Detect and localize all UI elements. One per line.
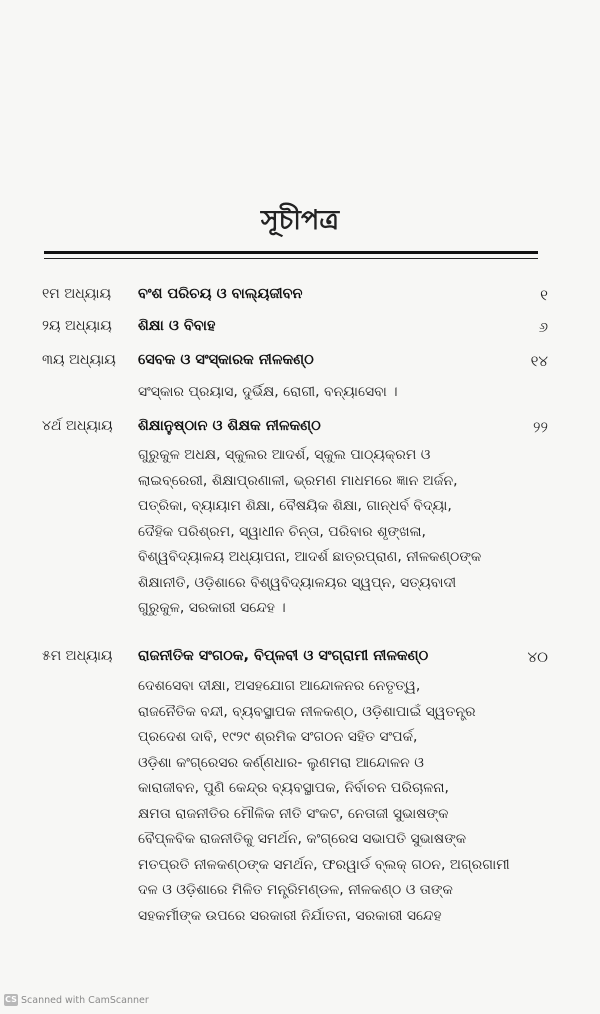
chapter-number: ୧ମ ଅଧ୍ୟାୟ bbox=[42, 286, 112, 302]
chapter-subtopics bbox=[138, 380, 538, 406]
subtopic-line: ବିଶ୍ୱବିଦ୍ୟାଳୟ ଅଧ୍ୟାପନା, ଆଦର୍ଶ ଛାତ୍ରପ୍ରାଣ, ନୀଳକଣ୍ଠଙ୍କ bbox=[138, 549, 482, 565]
subtopic-line: ଗୁରୁକୁଳ, ସରକାରୀ ସନ୍ଦେହ । bbox=[138, 600, 286, 616]
chapter-title: ରାଜନୀତିକ ସଂଗଠକ, ବିପ୍ଳବୀ ଓ ସଂଗ୍ରାମୀ ନୀଳକଣ୍ଠ bbox=[138, 648, 429, 664]
title-rule-thick bbox=[44, 251, 538, 254]
chapter-subtopics bbox=[138, 674, 538, 929]
chapter-title: ଶିକ୍ଷାନୁଷ୍ଠାନ ଓ ଶିକ୍ଷକ ନୀଳକଣ୍ଠ bbox=[138, 418, 321, 434]
subtopic-line: ଶିକ୍ଷାନୀତି, ଓଡ଼ିଶାରେ ବିଶ୍ୱବିଦ୍ୟାଳୟର ସ୍ୱପ୍ନ, ସତ୍ୟବାଦୀ bbox=[138, 574, 457, 591]
watermark-text: Scanned with CamScanner bbox=[21, 994, 149, 1006]
camscanner-logo-icon: CS bbox=[5, 995, 17, 1004]
subtopic-line: ଦଳ ଓ ଓଡ଼ିଶାରେ ମିଳିତ ମନ୍ତ୍ରିମଣ୍ଡଳ, ନୀଳକଣ୍ଠ ଓ ତାଙ୍କ bbox=[138, 882, 453, 898]
chapter-page: ୪୦ bbox=[527, 648, 548, 666]
chapter-title: ବଂଶ ପରିଚୟ ଓ ବାଲ୍ୟଜୀବନ bbox=[138, 286, 303, 302]
chapter-page: ୬ bbox=[538, 318, 548, 336]
chapter-title: ଶିକ୍ଷା ଓ ବିବାହ bbox=[138, 318, 216, 334]
chapter-number: ୨ୟ ଅଧ୍ୟାୟ bbox=[42, 318, 112, 334]
chapter-subtopics bbox=[138, 443, 538, 622]
chapter-number: ୫ମ ଅଧ୍ୟାୟ bbox=[42, 648, 113, 664]
subtopic-line: ମତପ୍ରତି ନୀଳକଣ୍ଠଙ୍କ ସମର୍ଥନ, ଫରୱାର୍ଡ ବ୍ଲକ୍ ଗଠନ, ଅଗ୍ରଗାମୀ bbox=[138, 856, 510, 873]
chapter-page: ୧ bbox=[540, 286, 548, 304]
subtopic-line: ରାଜନୈତିକ ବନ୍ଦୀ, ବ୍ୟବସ୍ଥାପକ ନୀଳକଣ୍ଠ, ଓଡ଼ିଶାପାଇଁ ସ୍ୱତନ୍ତ୍ର bbox=[138, 703, 476, 720]
subtopic-line: ବୈପ୍ଳବିକ ରାଜନୀତିକୁ ସମର୍ଥନ, କଂଗ୍ରେସ ସଭାପତି ସୁଭାଷଙ୍କ bbox=[138, 831, 467, 847]
subtopic-line: ଲାଇବ୍ରେରୀ, ଶିକ୍ଷାପ୍ରଣାଳୀ, ଭ୍ରମଣ ମାଧମରେ ଜ୍ଞାନ ଅର୍ଜନ, bbox=[138, 472, 458, 489]
chapter-number: ୪ର୍ଥ ଅଧ୍ୟାୟ bbox=[42, 418, 113, 434]
subtopic-line: ପ୍ରଦେଶ ଦାବି, ୧୯୨୯ ଶ୍ରମିକ ସଂଗଠନ ସହିତ ସଂପର୍କ, bbox=[138, 729, 418, 745]
subtopic-line: ପତ୍ରିକା, ବ୍ୟାୟାମ ଶିକ୍ଷା, ବୈଷୟିକ ଶିକ୍ଷା, ଗାନ୍ଧର୍ବ ବିଦ୍ୟା, bbox=[138, 498, 452, 514]
chapter-title: ସେବକ ଓ ସଂସ୍କାରକ ନୀଳକଣ୍ଠ bbox=[138, 352, 314, 368]
subtopic-line: ଦେଶସେବା ଦୀକ୍ଷା, ଅସହଯୋଗ ଆନ୍ଦୋଳନର ନେତୃତ୍ୱ, bbox=[138, 678, 421, 694]
chapter-page: ୧୪ bbox=[530, 352, 548, 370]
subtopic-line: ଗୁରୁକୁଳ ଅଧକ୍ଷ, ସ୍କୁଲର ଆଦର୍ଶ, ସ୍କୁଲ ପାଠ୍ୟକ୍ରମ ଓ bbox=[138, 447, 431, 463]
subtopic-line: ସହକର୍ମୀଙ୍କ ଉପରେ ସରକାରୀ ନିର୍ଯାତନା, ସରକାରୀ ସନ୍ଦେହ bbox=[138, 907, 442, 924]
subtopic-line: ସଂସ୍କାର ପ୍ରୟାସ, ଦୁର୍ଭିକ୍ଷ, ରୋଗୀ, ବନ୍ୟାସେବା । bbox=[138, 384, 398, 400]
title-rule-thin bbox=[44, 258, 538, 259]
page-title: সূচীপত্ৰ bbox=[260, 205, 340, 236]
subtopic-line: ଓଡ଼ିଶା କଂଗ୍ରେସର କର୍ଣ୍ଣଧାର- ଲୁଣମରା ଆନ୍ଦୋଳନ ଓ bbox=[138, 754, 424, 771]
chapter-page: ୨୨ bbox=[533, 418, 548, 436]
subtopic-line: କ୍ଷମତା ରାଜନୀତିର ମୌଳିକ ନୀତି ସଂକଟ, ନେତାଜୀ ସୁଭାଷଙ୍କ bbox=[138, 805, 449, 822]
chapter-number: ୩ୟ ଅଧ୍ୟାୟ bbox=[42, 352, 116, 368]
subtopic-line: କାରାଜୀବନ, ପୁଣି କେନ୍ଦ୍ର ବ୍ୟବସ୍ଥାପକ, ନିର୍ବାଚନ ପରିଚାଳନା, bbox=[138, 780, 449, 796]
subtopic-line: ଦୈହିକ ପରିଶ୍ରମ, ସ୍ୱାଧୀନ ଚିନ୍ତା, ପରିବାର ଶୃଙ୍ଖଳା, bbox=[138, 523, 426, 540]
scanner-watermark bbox=[4, 994, 149, 1006]
